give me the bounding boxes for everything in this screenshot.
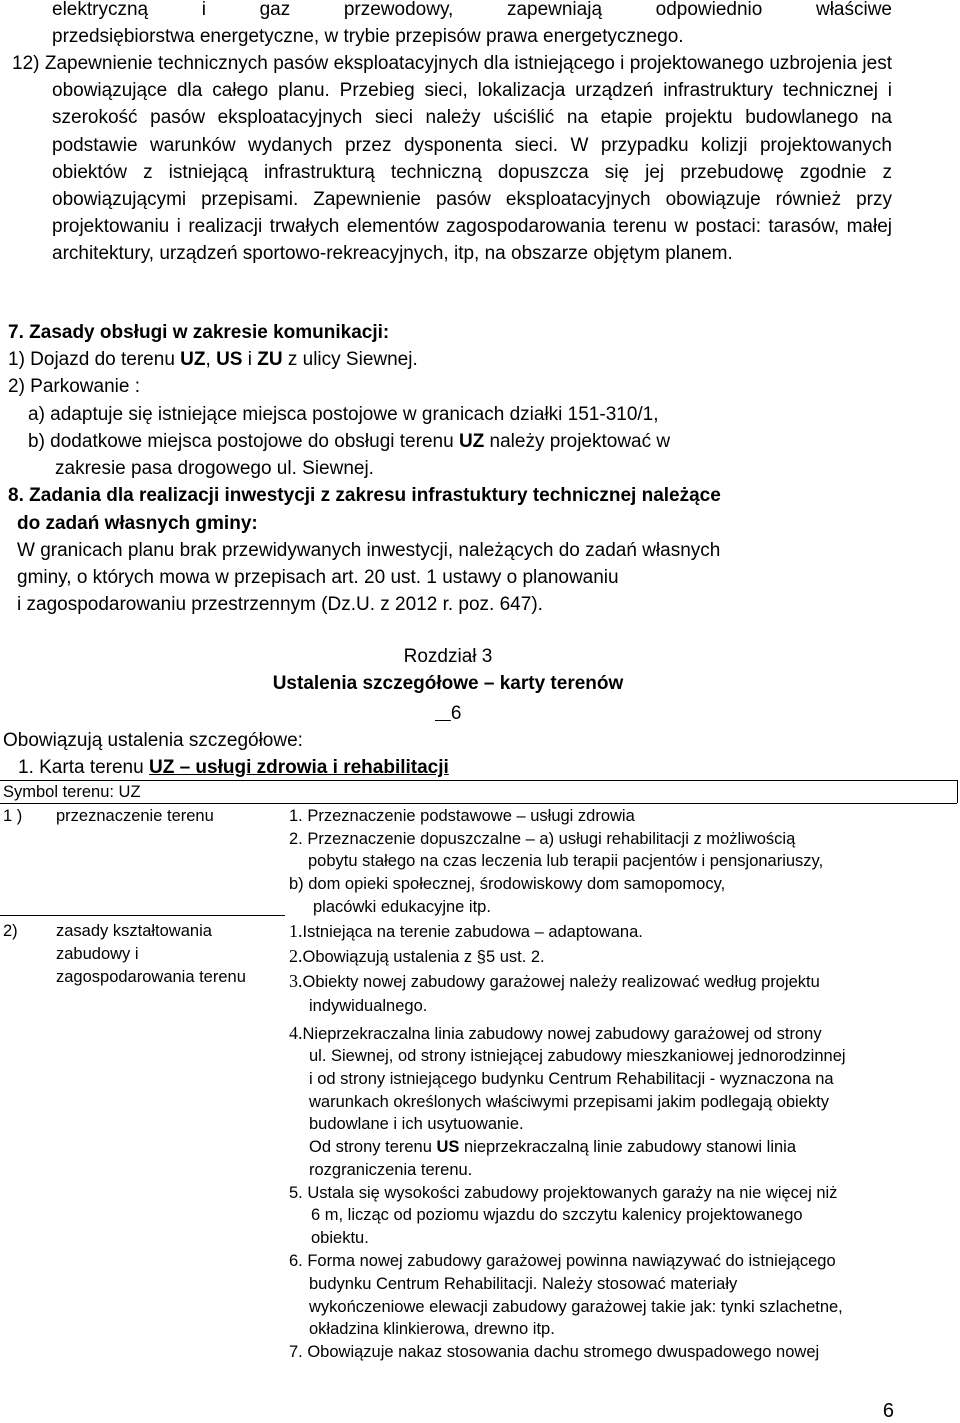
row-1-line-4: b) dom opieki społecznej, środowiskowy dom samopomocy, — [289, 875, 726, 893]
text: należy projektować w — [484, 431, 671, 452]
text: Od strony terenu — [309, 1138, 437, 1156]
section-7-number: 7. — [8, 322, 24, 343]
symbol-terenu: Symbol terenu: UZ — [3, 783, 141, 801]
row-1-label: przeznaczenie terenu — [56, 807, 214, 825]
table-row-border-2 — [0, 915, 285, 916]
obowiazuja-label: Obowiązują ustalenia szczegółowe: — [3, 730, 303, 751]
item-number: 2. — [289, 946, 303, 966]
paragraph-sign — [435, 700, 461, 727]
item-number: 3. — [289, 971, 303, 991]
section-8-heading — [8, 482, 721, 509]
chapter-label: Rozdział 3 — [403, 646, 493, 667]
text: z ulicy Siewnej. — [282, 349, 418, 370]
text: 6 — [450, 703, 462, 724]
item-4-line-2: ul. Siewnej, od strony istniejącej zabudowy mieszkaniowej jednorodzinnej — [309, 1047, 846, 1065]
section-7-item-b-cont: zakresie pasa drogowego ul. Siewnej. — [55, 458, 374, 479]
item-1 — [289, 920, 643, 944]
item-3-cont: indywidualnego. — [309, 997, 428, 1015]
item-6: 6. Forma nowej zabudowy garażowej powinna nawiązywać do istniejącego — [289, 1252, 836, 1270]
item-4-line-5: budowlane i ich usytuowanie. — [309, 1115, 524, 1133]
row-2-label-3: zagospodarowania terenu — [56, 968, 246, 986]
item-5: 5. Ustala się wysokości zabudowy projektowanych garaży na nie więcej niż — [289, 1184, 838, 1202]
text: do zadań własnych gminy: — [17, 513, 258, 534]
table-row-border — [0, 803, 957, 804]
item-number: 4. — [289, 1023, 303, 1043]
section-7-title: Zasady obsługi w zakresie komunikacji: — [29, 322, 390, 343]
row-2-label-1: zasady kształtowania — [56, 922, 212, 940]
item-7: 7. Obowiązuje nakaz stosowania dachu stromego dwuspadowego nowej — [289, 1343, 820, 1361]
item-4-line-4: warunkach określonych właściwymi przepisami jakim podlegają obiekty — [309, 1093, 829, 1111]
section-8-line-2: gminy, o których mowa w przepisach art. 20 ust. 1 ustawy o planowaniu — [17, 567, 619, 588]
symbol-us: US — [216, 349, 243, 370]
text: i — [242, 349, 258, 370]
text: b) dodatkowe miejsca postojowe do obsługi terenu — [28, 431, 459, 452]
item-6-line-2: budynku Centrum Rehabilitacji. Należy stosować materiały — [309, 1275, 738, 1293]
section-7-item-b — [28, 428, 670, 455]
row-1-line-1: 1. Przeznaczenie podstawowe – usługi zdrowia — [289, 807, 635, 825]
page-number: 6 — [882, 1400, 894, 1422]
section-7-heading — [8, 319, 389, 346]
symbol-uz: UZ — [458, 431, 485, 452]
table-right-border — [957, 780, 958, 803]
karta-terenu-title — [18, 754, 449, 781]
section-8-line-1: W granicach planu brak przewidywanych inwestycji, należących do zadań własnych — [17, 540, 721, 561]
row-2-number: 2) — [3, 922, 18, 940]
table-top-border — [0, 780, 957, 781]
text: Obiekty nowej zabudowy garażowej należy realizować według projektu — [302, 973, 820, 991]
text: Istniejąca na terenie zabudowa – adaptowana. — [302, 923, 643, 941]
item-12-paragraph: 12) Zapewnienie technicznych pasów eksploatacyjnych dla istniejącego i projektowanego uzbrojenia jest obowiązujące dla całego planu. Przebieg sieci, lokalizacja urządzeń infrastruktury technicznej i szerokość pasów eksploatacyjnych sieci należy uściślić na etapie projektu budowlanego na podstawie warunków wydanych przez dysponenta sieci. W przypadku kolizji projektowanych obiektów z istniejącą infrastrukturą techniczną dopuszcza się jej przebudowę zgodnie z obowiązującymi przepisami. Zapewnienie pasów eksploatacyjnych obowiązuje również przy projektowaniu i realizacji trwałych elementów zagospodarowania terenu w postaci: tarasów, małej architektury, urządzeń sportowo-rekreacyjnych, itp, na obszarze objętym planem. — [12, 53, 892, 265]
text: Obowiązują ustalenia z §5 ust. 2. — [302, 948, 545, 966]
item-6-line-3: wykończeniowe elewacji zabudowy garażowej takie jak: tynki szlachetne, — [309, 1298, 843, 1316]
item-4-line-6 — [309, 1136, 796, 1159]
row-1-line-3: pobytu stałego na czas leczenia lub terapii pacjentów i pensjonariuszy, — [308, 852, 824, 870]
section-8-number: 8. — [8, 485, 24, 506]
intro-line-1: elektryczną i gaz przewodowy, zapewniają odpowiednio właściwe — [52, 0, 892, 20]
item-4-line-3: i od strony istniejącego budynku Centrum Rehabilitacji - wyznaczona na — [309, 1070, 834, 1088]
symbol-us: US — [436, 1138, 460, 1156]
section-7-line-1 — [8, 346, 418, 373]
row-1-line-5: placówki edukacyjne itp. — [313, 898, 491, 916]
item-5-line-3: obiektu. — [311, 1229, 369, 1247]
section-sign-icon — [435, 703, 451, 724]
text: UZ – usługi zdrowia i rehabilitacji — [148, 757, 449, 778]
section-7-item-a: a) adaptuje się istniejące miejsca postojowe w granicach działki 151-310/1, — [28, 404, 659, 425]
text: , — [205, 349, 217, 370]
item-5-line-2: 6 m, licząc od poziomu wjazdu do szczytu kalenicy projektowanego — [311, 1206, 803, 1224]
item-6-line-4: okładzina klinkierowa, drewno itp. — [309, 1320, 555, 1338]
row-2-label-2: zabudowy i — [56, 945, 139, 963]
item-4 — [289, 1022, 822, 1046]
row-1-line-2: 2. Przeznaczenie dopuszczalne – a) usługi rehabilitacji z możliwością — [289, 830, 796, 848]
text: 1. Karta terenu — [18, 757, 149, 778]
section-7-line-2: 2) Parkowanie : — [8, 376, 141, 397]
chapter-title — [0, 673, 896, 695]
symbol-zu: ZU — [257, 349, 283, 370]
text: nieprzekraczalną linie zabudowy stanowi linia — [459, 1138, 797, 1156]
row-1-number: 1 ) — [3, 807, 23, 825]
intro-line-2: przedsiębiorstwa energetyczne, w trybie przepisów prawa energetycznego. — [52, 26, 684, 47]
item-2 — [289, 945, 545, 969]
symbol-uz: UZ — [180, 349, 206, 370]
text: Ustalenia szczegółowe – karty terenów — [272, 673, 624, 694]
text: Nieprzekraczalna linia zabudowy nowej zabudowy garażowej od strony — [302, 1025, 822, 1043]
item-number: 1. — [289, 921, 303, 941]
section-8-title: Zadania dla realizacji inwestycji z zakresu infrastuktury technicznej należące — [29, 485, 721, 506]
text: 1) Dojazd do terenu — [8, 349, 181, 370]
section-8-title-cont — [17, 510, 258, 537]
section-8-line-3: i zagospodarowaniu przestrzennym (Dz.U. z 2012 r. poz. 647). — [17, 594, 543, 615]
item-4-line-7: rozgraniczenia terenu. — [309, 1161, 473, 1179]
item-3 — [289, 970, 820, 994]
